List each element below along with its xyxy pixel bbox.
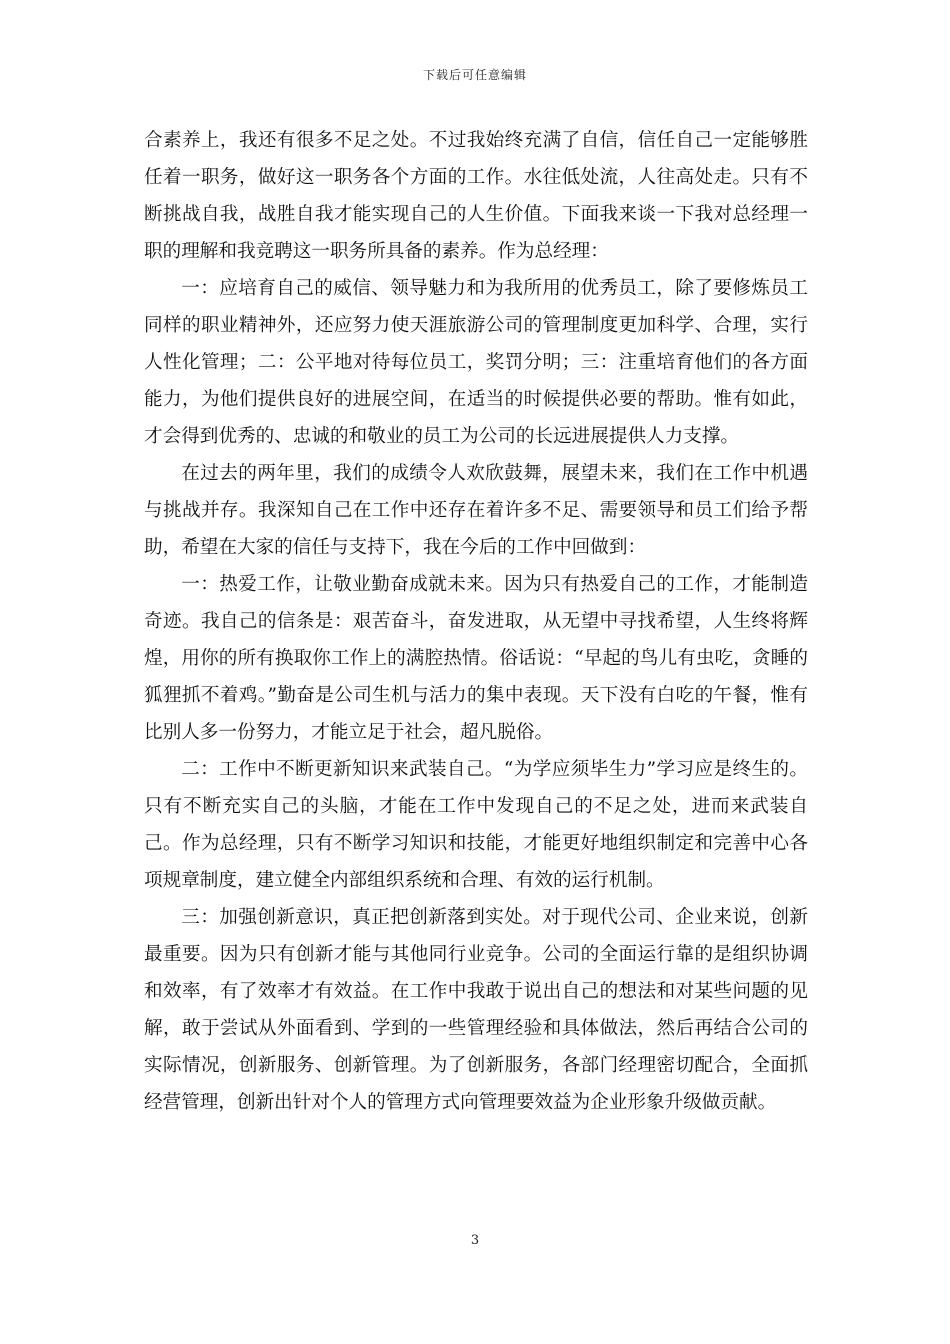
page-header: 下载后可任意编辑: [422, 68, 527, 82]
paragraph-1: 合素养上，我还有很多不足之处。不过我始终充满了自信，信任自己一定能够胜任着一职务，做好这一职务各个方面的工作。水往低处流，人往高处走。只有不断挑战自我，战胜自我才能实现自己的人生价值。下面我来谈一下我对总经理一职的理解和我竞聘这一职务所具备的素养。作为总经理：: [144, 130, 808, 262]
paragraph-5: 二：工作中不断更新知识来武装自己。“为学应须毕生力”学习应是终生的。只有不断充实自己的头脑，才能在工作中发现自己的不足之处，进而来武装自己。作为总经理，只有不断学习知识和技能，才能更好地组织制定和完善中心各项规章制度，建立健全内部组织系统和合理、有效的运行机制。: [144, 759, 808, 891]
paragraph-6: 三：加强创新意识，真正把创新落到实处。对于现代公司、企业来说，创新最重要。因为只有创新才能与其他同行业竞争。公司的全面运行靠的是组织协调和效率，有了效率才有效益。在工作中我敢于说出自己的想法和对某些问题的见解，敢于尝试从外面看到、学到的一些管理经验和具体做法，然后再结合公司的实际情况，创新服务、创新管理。为了创新服务，各部门经理密切配合，全面抓经营管理，创新出针对个人的管理方式向管理要效益为企业形象升级做贡献。: [144, 907, 808, 1113]
paragraph-2: 一：应培育自己的威信、领导魅力和为我所用的优秀员工，除了要修炼员工同样的职业精神外，还应努力使天涯旅游公司的管理制度更加科学、合理，实行人性化管理；二：公平地对待每位员工，奖罚分明；三：注重培育他们的各方面能力，为他们提供良好的进展空间，在适当的时候提供必要的帮助。惟有如此，才会得到优秀的、忠诚的和敬业的员工为公司的长远进展提供人力支撑。: [144, 278, 808, 447]
paragraph-4: 一：热爱工作，让敬业勤奋成就未来。因为只有热爱自己的工作，才能制造奇迹。我自己的信条是：艰苦奋斗，奋发进取，从无望中寻找希望，人生终将辉煌，用你的所有换取你工作上的满腔热情。俗话说：“早起的鸟儿有虫吃，贪睡的狐狸抓不着鸡。”勤奋是公司生机与活力的集中表现。天下没有白吃的午餐，惟有比别人多一份努力，才能立足于社会，超凡脱俗。: [144, 574, 808, 743]
document-body: [144, 122, 808, 1121]
page-number: 3: [470, 1233, 480, 1248]
paragraph-3: 在过去的两年里，我们的成绩令人欢欣鼓舞，展望未来，我们在工作中机遇与挑战并存。我深知自己在工作中还存在着许多不足、需要领导和员工们给予帮助，希望在大家的信任与支持下，我在今后的工作中回做到：: [144, 463, 808, 558]
